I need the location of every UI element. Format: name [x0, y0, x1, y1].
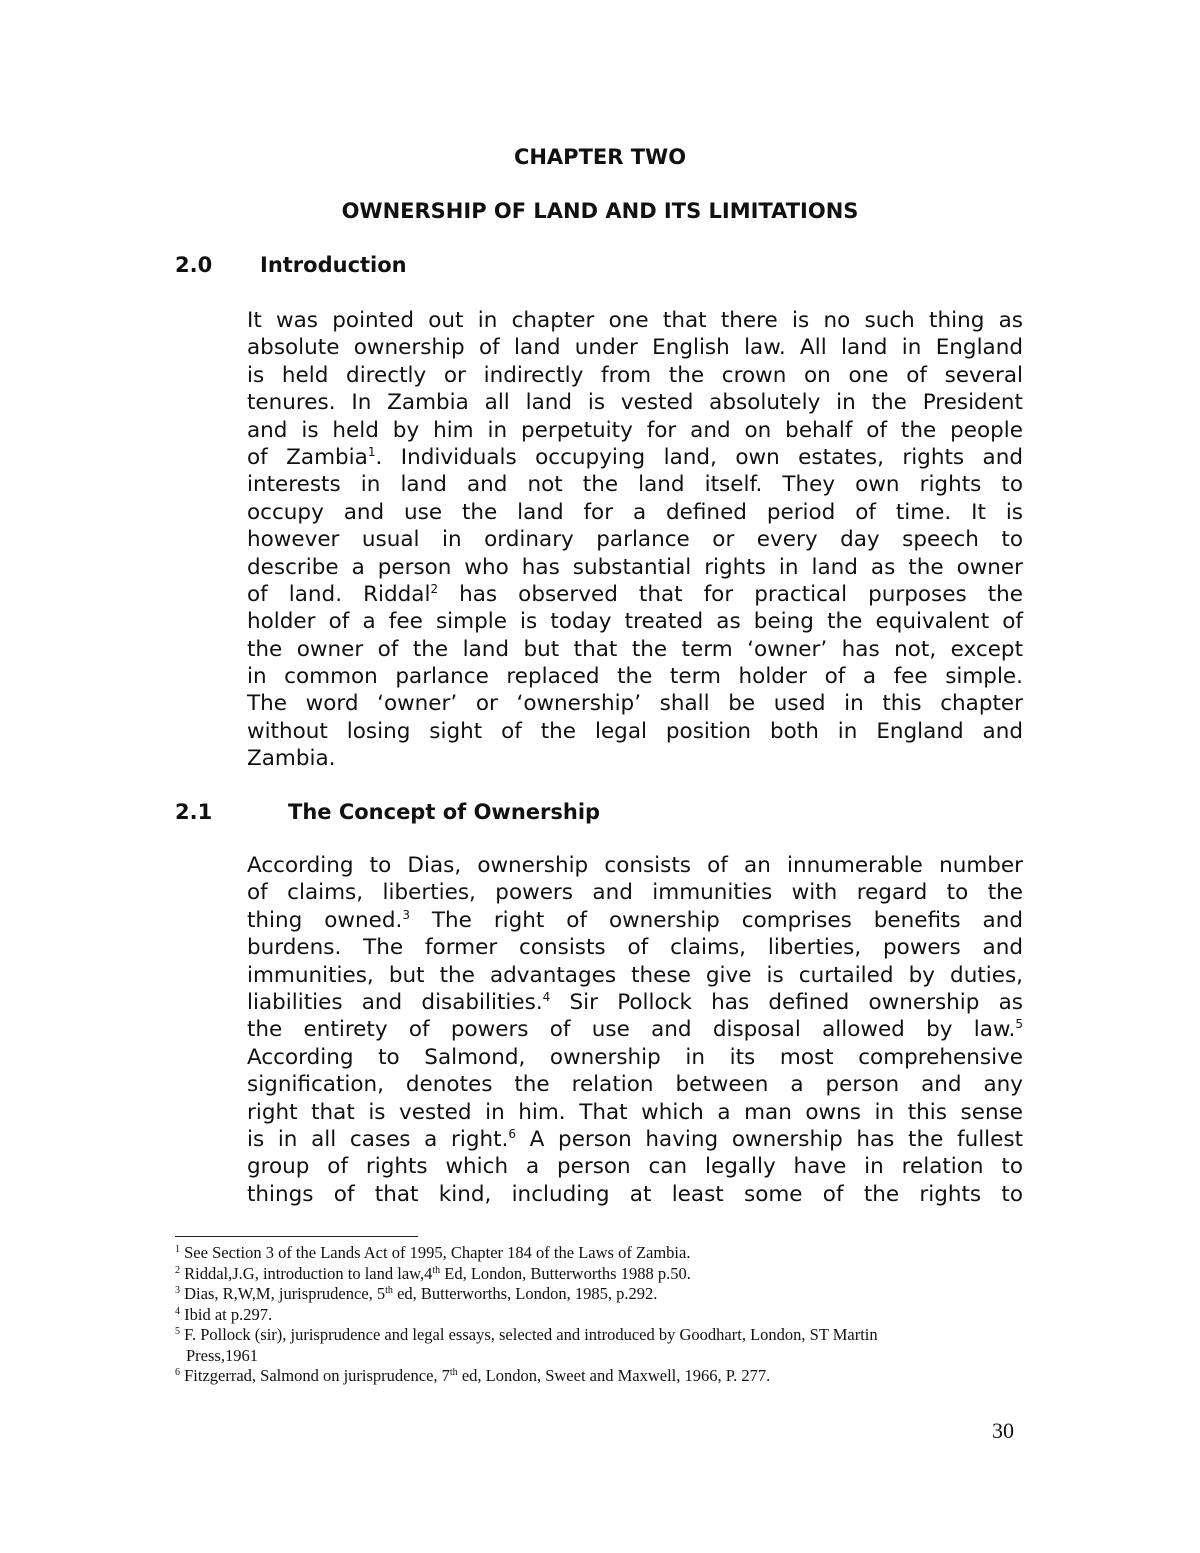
- footnote: [175, 1325, 1035, 1346]
- text-line: signification, denotes the relation between a person and any: [247, 1072, 1023, 1098]
- text-line: interests in land and not the land itself. They own rights to: [247, 472, 1023, 498]
- text-line: burdens. The former consists of claims, liberties, powers and: [247, 935, 1023, 961]
- footnote-text: Riddal,J.G, introduction to land law,4: [184, 1263, 433, 1283]
- footnote-mark: 1: [175, 1244, 180, 1255]
- ordinal-suffix: th: [432, 1264, 441, 1276]
- text-line: It was pointed out in chapter one that there is no such thing as: [247, 308, 1023, 333]
- footnote: [175, 1366, 1035, 1387]
- ordinal-suffix: th: [385, 1285, 393, 1296]
- text-segment: The right of ownership comprises benefits and: [409, 907, 1024, 933]
- footnote-ref: 1: [367, 444, 376, 459]
- footnote-continuation: Press,1961: [186, 1345, 258, 1365]
- footnote: [175, 1305, 1035, 1326]
- footnote: [175, 1243, 1035, 1264]
- footnote-text: See Section 3 of the Lands Act of 1995, Chapter 184 of the Laws of Zambia.: [184, 1243, 691, 1262]
- text-line: tenures. In Zambia all land is vested absolutely in the President: [247, 390, 1023, 416]
- footnote-text: F. Pollock (sir), jurisprudence and legal essays, selected and introduced by Goodhart, London, ST Martin: [184, 1325, 878, 1344]
- text-line: group of rights which a person can legally have in relation to: [247, 1154, 1023, 1180]
- text-line: absolute ownership of land under English law. All land in England: [247, 335, 1023, 361]
- text-segment: Sir Pollock has defined ownership as: [550, 989, 1023, 1015]
- section-number: 2.0: [175, 253, 213, 277]
- page-number: 30: [992, 1418, 1014, 1443]
- footnote-text: Ed, London, Butterworths 1988 p.50.: [440, 1263, 691, 1283]
- text-line: and is held by him in perpetuity for and on behalf of the people: [247, 417, 1023, 443]
- footnote-ref: 4: [542, 989, 551, 1004]
- text-line: of claims, liberties, powers and immunities with regard to the: [247, 880, 1023, 906]
- footnote-mark: 6: [175, 1367, 180, 1378]
- footnotes: [175, 1243, 1035, 1387]
- text-segment: liabilities and disabilities.: [247, 989, 543, 1015]
- footnote-mark: 5: [175, 1326, 180, 1337]
- text-line: According to Salmond, ownership in its most comprehensive: [247, 1044, 1023, 1070]
- text-segment: the entirety of powers of use and disposal allowed by law.: [247, 1017, 1016, 1043]
- footnote-ref: 3: [402, 907, 410, 922]
- text-line: According to Dias, ownership consists of an innumerable number: [247, 853, 1023, 878]
- section-number: 2.1: [175, 800, 213, 824]
- section-intro-paragraph: [247, 307, 1023, 773]
- text-line: immunities, but the advantages these give is curtailed by duties,: [247, 962, 1023, 988]
- text-line: Zambia.: [247, 746, 336, 772]
- section-title: The Concept of Ownership: [288, 800, 601, 824]
- footnote-text: Dias, R,W,M, jurisprudence, 5: [184, 1284, 386, 1303]
- text-segment: has observed that for practical purposes the: [438, 581, 1023, 607]
- text-line: [247, 1126, 1023, 1153]
- text-line: [247, 1016, 1023, 1043]
- text-line: without losing sight of the legal position both in England and: [247, 718, 1023, 744]
- text-segment: is in all cases a right.: [247, 1126, 509, 1152]
- footnote-text: Ibid at p.297.: [184, 1304, 273, 1324]
- footnote-text: Fitzgerrad, Salmond on jurisprudence, 7: [184, 1366, 450, 1385]
- chapter-label: CHAPTER TWO: [513, 145, 687, 169]
- footnote-ref: 2: [430, 581, 439, 596]
- section-concept-paragraph: [247, 852, 1023, 1208]
- text-line: right that is vested in him. That which a man owns in this sense: [247, 1099, 1023, 1125]
- text-line: [247, 989, 1023, 1016]
- text-line: [247, 581, 1023, 608]
- ordinal-suffix: th: [449, 1367, 458, 1378]
- text-line: is held directly or indirectly from the crown on one of several: [247, 362, 1023, 388]
- footnote-separator: [175, 1236, 418, 1237]
- footnote-ref: 6: [508, 1126, 517, 1141]
- text-line: The word ‘owner’ or ‘ownership’ shall be used in this chapter: [247, 691, 1023, 717]
- footnote-text: ed, London, Sweet and Maxwell, 1966, P. 277.: [457, 1366, 771, 1385]
- section-title: Introduction: [260, 253, 407, 277]
- text-segment: A person having ownership has the fullest: [516, 1126, 1023, 1152]
- text-line: holder of a fee simple is today treated as being the equivalent of: [247, 609, 1023, 635]
- text-segment: of Zambia: [247, 444, 368, 470]
- text-line: however usual in ordinary parlance or every day speech to: [247, 527, 1023, 553]
- text-line: [247, 444, 1023, 471]
- footnote: [175, 1264, 1035, 1285]
- text-segment: of land. Riddal: [247, 581, 431, 607]
- footnote-mark: 3: [175, 1285, 180, 1296]
- footnote-ref: 5: [1015, 1017, 1023, 1032]
- text-line: things of that kind, including at least some of the rights to: [247, 1181, 1023, 1207]
- text-segment: thing owned.: [247, 907, 403, 933]
- footnote-text: ed, Butterworths, London, 1985, p.292.: [392, 1284, 658, 1303]
- text-line: in common parlance replaced the term holder of a fee simple.: [247, 664, 1023, 690]
- text-line: occupy and use the land for a defined period of time. It is: [247, 499, 1023, 525]
- text-segment: . Individuals occupying land, own estates, rights and: [375, 444, 1023, 470]
- chapter-title: OWNERSHIP OF LAND AND ITS LIMITATIONS: [341, 199, 859, 223]
- footnote: [175, 1284, 1035, 1305]
- text-line: the owner of the land but that the term ‘owner’ has not, except: [247, 636, 1023, 662]
- footnote-mark: 4: [175, 1305, 180, 1317]
- text-line: [247, 907, 1023, 934]
- footnote-mark: 2: [175, 1264, 180, 1276]
- text-line: describe a person who has substantial rights in land as the owner: [247, 554, 1023, 580]
